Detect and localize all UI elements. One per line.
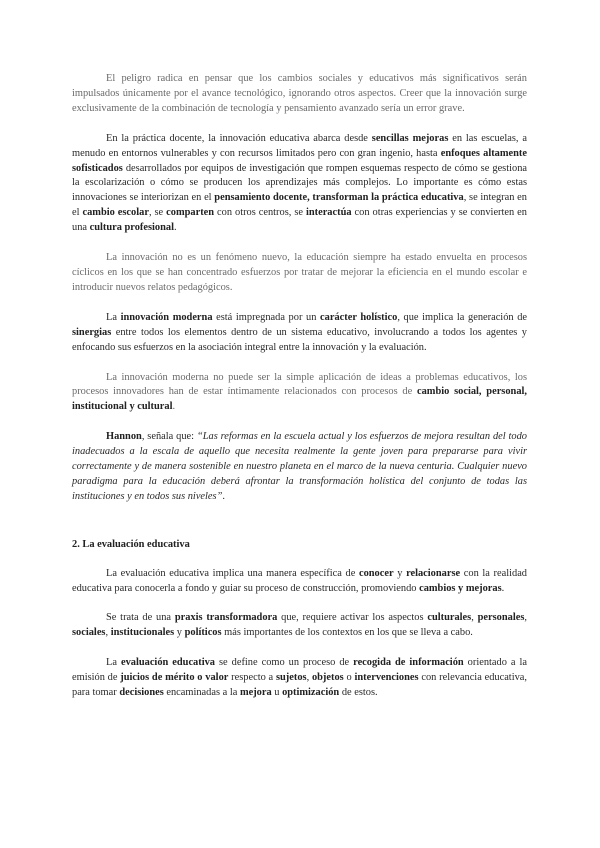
paragraph-modern-innovation — [72, 311, 527, 356]
paragraph-teaching-practice — [72, 132, 527, 236]
text-run: , — [471, 612, 478, 624]
paragraph-praxis — [72, 611, 527, 641]
text-run: La — [106, 657, 121, 669]
bold-term: cambios y mejoras — [419, 582, 502, 594]
bold-term: comparten — [166, 207, 215, 219]
text-run: orientado a la emisión de — [72, 657, 527, 684]
text-run: . — [174, 222, 177, 234]
text-run: en las escuelas, a menudo en entornos vulnerables y con recursos limitados pero con gran ingenio, hasta — [72, 132, 527, 159]
bold-term: políticos — [184, 627, 222, 639]
bold-term: conocer — [358, 567, 394, 579]
text-run: La evaluación educativa implica una manera específica de — [106, 567, 359, 579]
text-run: , se integran en el — [72, 192, 527, 219]
bold-term: praxis transformadora — [174, 612, 278, 624]
text-run: u — [271, 687, 283, 699]
text-run: y — [393, 567, 407, 579]
text-run: y — [174, 627, 185, 639]
quote-author: Hannon — [106, 431, 142, 443]
section-heading: 2. La evaluación educativa — [72, 538, 190, 550]
bold-term: cambio social, personal, institucional y cultural — [72, 386, 528, 413]
paragraph-innovation-processes — [72, 371, 527, 416]
text-run: . — [172, 401, 176, 413]
text-run: desarrollados por equipos de investigación que rompen esquemas respecto de cómo se gestiona la escolarización o cómo se producen los aprendizajes más complejos. Lo importante es cómo estas innovaciones se interiorizan en el — [72, 162, 527, 204]
text-run: con relevancia educativa, para tomar — [72, 672, 527, 699]
text-run: con otros centros, se — [214, 207, 306, 219]
bold-term: sinergias — [72, 326, 112, 338]
bold-term: personales — [477, 612, 525, 624]
text-run: . — [501, 582, 505, 594]
text-run: de estos. — [339, 687, 378, 699]
text-run: entre todos los elementos dentro de un sistema educativo, involucrando a todos los agentes y enfocando sus esfuerzos en la asociación integral entre la innovación y la evaluación. — [72, 326, 527, 353]
bold-term: decisiones — [119, 687, 164, 699]
text-run: con la realidad educativa para conocerla a fondo y guiar su proceso de construcción, promoviendo — [72, 567, 527, 594]
text-run: La — [106, 311, 121, 323]
text-run: , se — [148, 207, 167, 219]
bold-term: optimización — [282, 687, 340, 699]
text-run: encaminadas a la — [163, 687, 240, 699]
text-run: , — [306, 672, 312, 684]
text-run: En la práctica docente, la innovación educativa abarca desde — [106, 132, 372, 144]
text-run: , señala que: — [141, 431, 197, 443]
text-run: está impregnada por un — [212, 311, 321, 323]
bold-term: pensamiento docente, transforman la práctica educativa — [214, 192, 464, 204]
bold-term: sociales — [72, 627, 106, 639]
text-run: se define como un proceso de — [215, 657, 354, 669]
bold-term: institucionales — [110, 627, 175, 639]
bold-term: cambio escolar — [82, 207, 149, 219]
bold-term: innovación moderna — [120, 311, 213, 323]
quote-text: “Las reformas en la escuela actual y los esfuerzos de mejora resultan del todo inadecuados a la escala de aquello que necesita realmente la gente joven para prepararse para vivir correctamente y de manera sostenible en nuestro planeta en el marco de la nueva centuria. Cualquier nuevo paradigma para la educación deberá afrontar la transformación holística del conjunto de todas las instituciones y en todos sus niveles” — [72, 431, 528, 502]
bold-term: evaluación educativa — [120, 657, 215, 669]
paragraph-innovation-history — [72, 251, 527, 296]
text-run: , — [105, 627, 111, 639]
bold-term: objetos — [311, 672, 344, 684]
document-page — [72, 72, 527, 701]
paragraph-evaluation-process — [72, 656, 527, 701]
bold-term: cultura profesional — [89, 222, 174, 234]
bold-term: relacionarse — [406, 567, 461, 579]
paragraph-evaluation-definition — [72, 567, 527, 597]
text-run: La innovación moderna no puede ser la simple aplicación de ideas a problemas educativos, los procesos innovadores han de estar íntimamente relacionados con procesos de — [72, 371, 527, 398]
text-run: Se trata de una — [106, 612, 175, 624]
text-run: con otras experiencias y se convierten en una — [72, 207, 527, 234]
bold-term: enfoques altamente sofisticados — [72, 147, 527, 174]
bold-term: recogida de información — [353, 657, 464, 669]
bold-term: intervenciones — [354, 672, 419, 684]
bold-term: culturales — [427, 612, 472, 624]
paragraph-text: El peligro radica en pensar que los cambios sociales y educativos más significativos serán impulsados únicamente por el avance tecnológico, ignorando otros aspectos. Creer que la innovación surge exclusivamente de la combinación de tecnología y pensamiento avanzado sería un error grave. — [72, 73, 527, 114]
paragraph-text: La innovación no es un fenómeno nuevo, la educación siempre ha estado envuelta en procesos cíclicos en los que se han concentrado esfuerzos por tratar de mejorar la eficiencia en el mundo escolar e introducir nuevos relatos pedagógicos. — [72, 252, 527, 293]
bold-term: mejora — [239, 687, 272, 699]
text-run: , — [524, 612, 527, 624]
paragraph-hannon-quote — [72, 430, 527, 505]
text-run: respecto a — [228, 672, 276, 684]
bold-term: juicios de mérito o valor — [120, 672, 229, 684]
paragraph-risk-technology — [72, 72, 527, 117]
text-run: . — [222, 490, 225, 502]
text-run: o — [343, 672, 355, 684]
bold-term: interactúa — [305, 207, 352, 219]
text-run: que, requiere activar los aspectos — [277, 612, 428, 624]
text-run: más importantes de los contextos en los que se lleva a cabo. — [221, 627, 473, 639]
bold-term: sencillas mejoras — [371, 132, 449, 144]
bold-term: sujetos — [275, 672, 307, 684]
bold-term: carácter holístico — [320, 311, 398, 323]
text-run: , que implica la generación de — [397, 311, 528, 323]
